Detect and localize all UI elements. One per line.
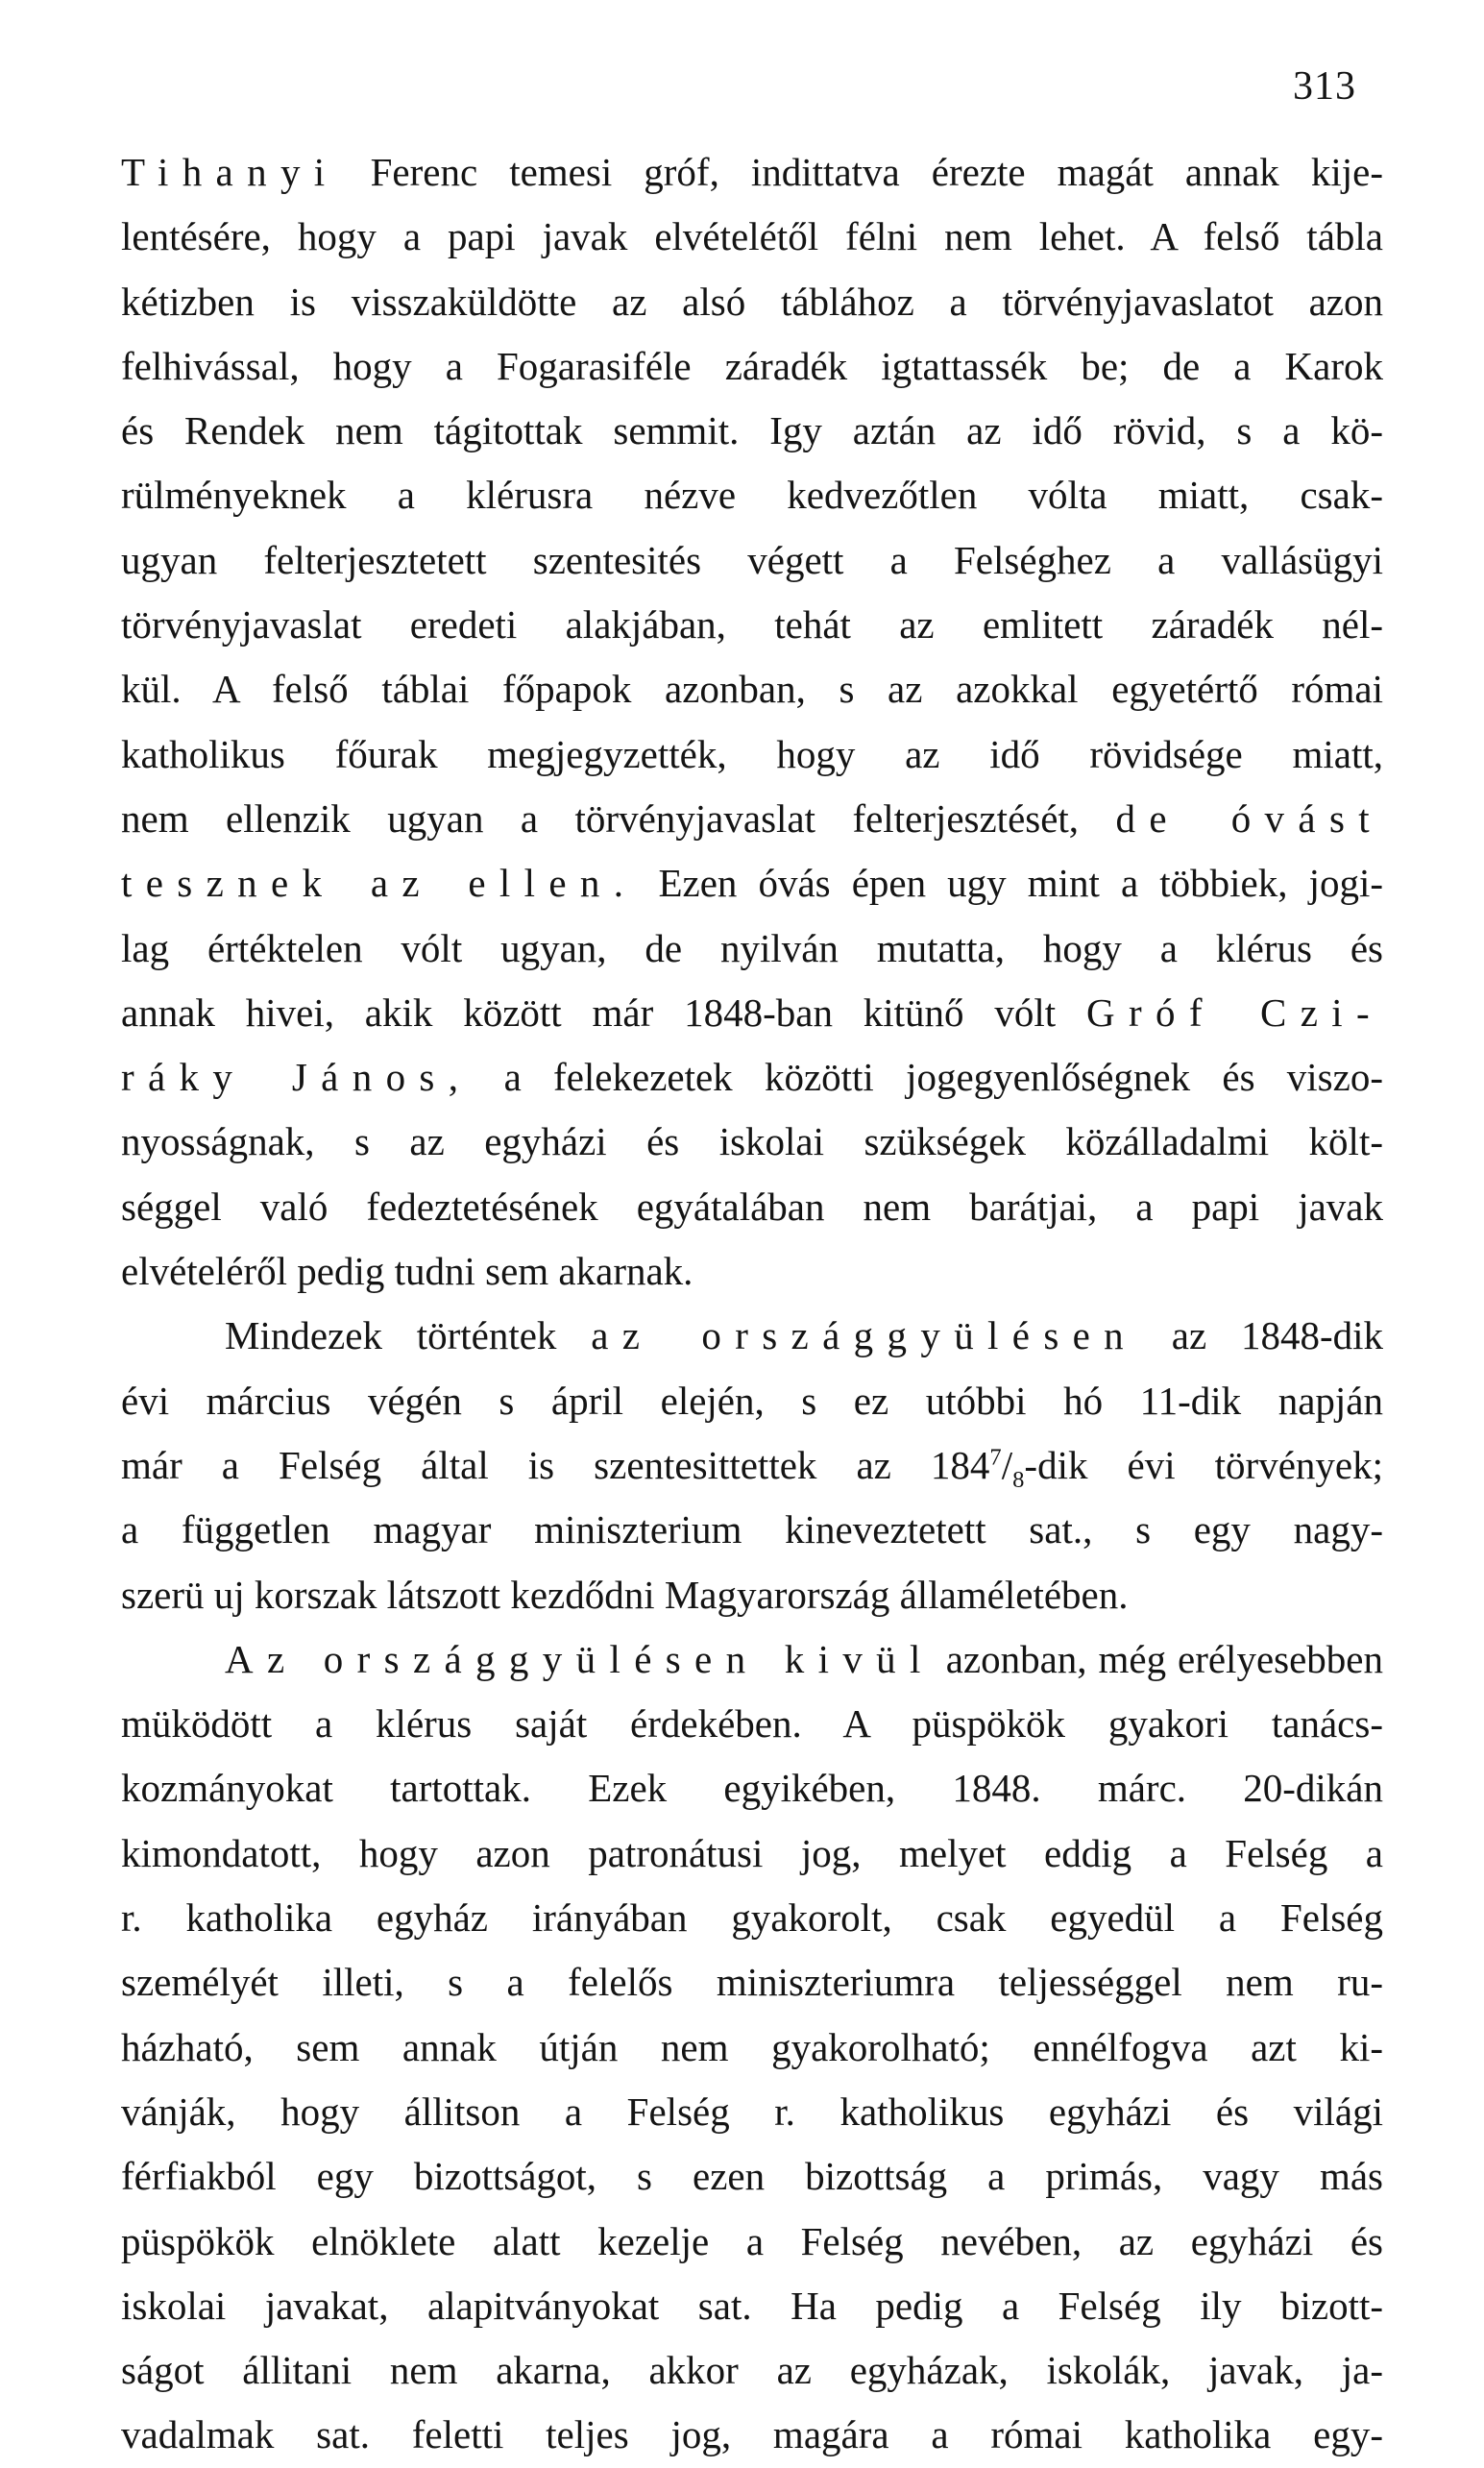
text-line xyxy=(121,1950,1383,2015)
text-line xyxy=(121,722,1383,787)
text-segment: a független magyar miniszterium kineveztetett sat., s egy nagy- xyxy=(121,1507,1383,1552)
text-line xyxy=(121,1045,1383,1110)
text-segment: ugyan felterjesztetett szentesités végett a Felséghez a vallásügyi xyxy=(121,537,1383,582)
spaced-text-segment: az országgyülésen xyxy=(591,1313,1138,1358)
text-segment: 8 xyxy=(1012,1467,1025,1494)
text-line xyxy=(121,140,1383,205)
text-segment: rülményeknek a klérusra nézve kedvezőtlen vólta miatt, csak- xyxy=(121,473,1383,518)
text-line xyxy=(121,2080,1383,2144)
text-line xyxy=(121,1369,1383,1433)
text-line xyxy=(121,657,1383,721)
text-segment: nyosságnak, s az egyházi és iskolai szükségek közálladalmi költ- xyxy=(121,1119,1383,1164)
text-line xyxy=(121,1756,1383,1820)
text-line xyxy=(121,2274,1383,2338)
text-segment: kül. A felső táblai főpapok azonban, s az azokkal egyetértő római xyxy=(121,667,1383,712)
text-line xyxy=(121,1563,1383,1627)
text-line xyxy=(121,916,1383,981)
text-segment: Ezen óvás épen ugy mint a többiek, jogi- xyxy=(637,861,1384,906)
text-segment: szerü uj korszak látszott kezdődni Magyarország államéletében. xyxy=(121,1572,1129,1617)
text-segment: Ferenc temesi gróf, indittatva érezte magát annak kije- xyxy=(338,150,1383,194)
text-line xyxy=(121,1239,1383,1304)
spaced-text-segment: tesznek az ellen. xyxy=(121,861,638,906)
text-line xyxy=(121,2403,1383,2467)
text-segment: személyét illeti, s a felelős miniszteriumra teljességgel nem ru- xyxy=(121,1960,1383,2005)
text-segment: lentésére, hogy a papi javak elvételétől félni nem lehet. A felső tábla xyxy=(121,214,1383,259)
text-line xyxy=(121,334,1383,399)
text-segment: vánják, hogy állitson a Felség r. katholikus egyházi és világi xyxy=(121,2089,1383,2134)
text-line xyxy=(121,1821,1383,1886)
text-segment: kozmányokat tartottak. Ezek egyikében, 1848. márc. 20-dikán xyxy=(121,1766,1383,1811)
text-segment: Mindezek történtek xyxy=(225,1313,592,1358)
text-segment: házható, sem annak útján nem gyakorolható; ennélfogva azt ki- xyxy=(121,2024,1383,2069)
text-segment: azonban, még erélyesebben xyxy=(934,1636,1383,1681)
text-segment: már a Felség által is szentesittettek az 184 xyxy=(121,1442,990,1487)
body-text xyxy=(121,140,1383,2468)
spaced-text-segment: de óvást xyxy=(1115,795,1384,841)
text-segment: iskolai javakat, alapitványokat sat. Ha pedig a Felség ily bizott- xyxy=(121,2283,1383,2328)
text-segment: katholikus főurak megjegyzették, hogy az idő rövidsége miatt, xyxy=(121,731,1383,776)
text-segment: felhivással, hogy a Fogarasiféle záradék igtattassék be; de a Karok xyxy=(121,343,1383,388)
text-line xyxy=(121,1627,1383,1692)
text-segment: / xyxy=(1001,1442,1013,1487)
spaced-text-segment: Gróf Czi- xyxy=(1086,990,1384,1035)
text-segment: 7 xyxy=(989,1444,1002,1471)
text-segment: annak hivei, akik között már 1848-ban kitünő vólt xyxy=(121,990,1087,1035)
text-segment: püspökök elnöklete alatt kezelje a Felség nevében, az egyházi és xyxy=(121,2218,1383,2263)
text-line xyxy=(121,2210,1383,2274)
text-line xyxy=(121,1110,1383,1174)
text-segment: az 1848-dik xyxy=(1137,1313,1383,1358)
text-segment: lag értéktelen vólt ugyan, de nyilván mutatta, hogy a klérus és xyxy=(121,925,1383,970)
text-line xyxy=(121,1433,1383,1498)
text-segment: kétizben is visszaküldötte az alsó táblához a törvényjavaslatot azon xyxy=(121,279,1383,324)
text-line xyxy=(121,851,1383,916)
spaced-text-segment: Tihanyi xyxy=(121,150,339,194)
text-segment: vadalmak sat. feletti teljes jog, magára a római katholika egy- xyxy=(121,2412,1383,2457)
text-segment: kimondatott, hogy azon patronátusi jog, melyet eddig a Felség a xyxy=(121,1830,1383,1875)
text-line xyxy=(121,1175,1383,1239)
text-line xyxy=(121,593,1383,657)
text-line xyxy=(121,1498,1383,1562)
text-segment: -dik évi törvények; xyxy=(1024,1442,1383,1487)
text-segment: férfiakból egy bizottságot, s ezen bizottság a primás, vagy más xyxy=(121,2154,1383,2199)
text-line xyxy=(121,1304,1383,1368)
text-line xyxy=(121,270,1383,334)
text-line xyxy=(121,399,1383,463)
text-segment: séggel való fedeztetésének egyátalában nem barátjai, a papi javak xyxy=(121,1184,1383,1229)
text-segment: r. katholika egyház irányában gyakorolt, csak egyedül a Felség xyxy=(121,1895,1383,1941)
text-line xyxy=(121,981,1383,1045)
text-segment: müködött a klérus saját érdekében. A püspökök gyakori tanács- xyxy=(121,1701,1383,1747)
spaced-text-segment: ráky János, xyxy=(121,1055,473,1100)
text-line xyxy=(121,1886,1383,1950)
text-line xyxy=(121,528,1383,593)
spaced-text-segment: Az országgyülésen kivül xyxy=(225,1636,935,1681)
page-number: 313 xyxy=(1293,64,1356,109)
text-line xyxy=(121,2016,1383,2080)
text-line xyxy=(121,1692,1383,1756)
text-segment: elvételéről pedig tudni sem akarnak. xyxy=(121,1249,693,1294)
text-segment: évi március végén s ápril elején, s ez utóbbi hó 11-dik napján xyxy=(121,1378,1383,1423)
text-line xyxy=(121,2338,1383,2403)
text-segment: törvényjavaslat eredeti alakjában, tehát az emlitett záradék nél- xyxy=(121,602,1383,648)
text-line xyxy=(121,787,1383,851)
text-segment: ságot állitani nem akarna, akkor az egyházak, iskolák, javak, ja- xyxy=(121,2348,1383,2393)
text-line xyxy=(121,463,1383,527)
text-segment: nem ellenzik ugyan a törvényjavaslat felterjesztését, xyxy=(121,795,1116,841)
text-line xyxy=(121,205,1383,269)
text-segment: és Rendek nem tágitottak semmit. Igy aztán az idő rövid, s a kö- xyxy=(121,408,1383,453)
text-line xyxy=(121,2144,1383,2209)
text-segment: a felekezetek közötti jogegyenlőségnek és viszo- xyxy=(472,1055,1383,1100)
